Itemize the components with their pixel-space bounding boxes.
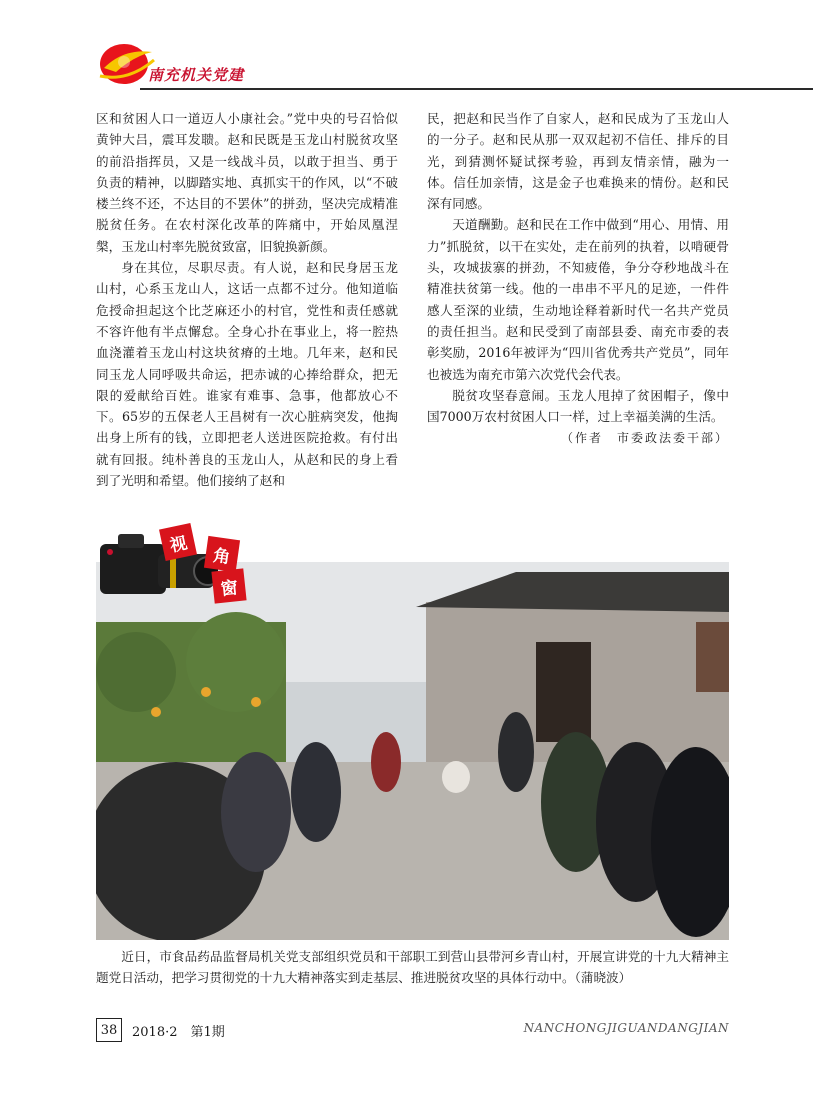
paragraph: 民，把赵和民当作了自家人，赵和民成为了玉龙山人的一分子。赵和民从那一双双起初不信任、排斥的目光，到猜测怀疑试探考验，再到友情亲情，融为一体。信任加亲情，这是金子也难换来的情份。赵和民深有同感。 bbox=[427, 111, 729, 212]
page-header bbox=[0, 0, 813, 92]
journal-name: NANCHONGJIGUANDANGJIAN bbox=[523, 1021, 729, 1035]
village-meeting-photo bbox=[96, 562, 729, 940]
paragraph: 脱贫攻坚春意闹。玉龙人甩掉了贫困帽子，像中国7000万农村贫困人口一样，过上幸福美满的生活。 bbox=[427, 387, 729, 425]
article-left-column bbox=[96, 108, 398, 491]
photo-caption bbox=[96, 946, 729, 988]
badge-jiao: 角 bbox=[204, 536, 240, 572]
header-rule bbox=[140, 88, 813, 90]
issue-label: 2018·2 第1期 bbox=[132, 1025, 225, 1040]
news-photo bbox=[96, 562, 729, 940]
page-number: 38 bbox=[96, 1018, 122, 1042]
page-footer bbox=[96, 1018, 729, 1042]
badge-shi: 视 bbox=[159, 523, 197, 561]
author-credit: （作者 市委政法委干部） bbox=[560, 431, 729, 446]
paragraph: 区和贫困人口一道迈人小康社会。”党中央的号召恰似黄钟大吕，震耳发聩。赵和民既是玉龙山村脱贫攻坚的前沿指挥员，又是一线战斗员，以敢于担当、勇于负责的精神，以脚踏实地、真抓实干的作风，以“不破楼兰终不还，不达目的不罢休”的拼劲，坚决完成精准脱贫任务。在农村深化改革的阵痛中，开始凤凰涅槃，玉龙山村率先脱贫致富，旧貌换新颜。 bbox=[96, 111, 398, 254]
article-right-column bbox=[427, 108, 729, 450]
camera-icon bbox=[98, 530, 218, 600]
paragraph: 身在其位，尽职尽责。有人说，赵和民身居玉龙山村，心系玉龙山人，这话一点都不过分。他知道临危授命担起这个比芝麻还小的村官，党性和责任感就不容许他有半点懈怠。全身心扑在事业上，将一腔热血浇灌着玉龙山村这块贫瘠的土地。几年来，赵和民同玉龙人同呼吸共命运，把赤诚的心捧给群众，把无限的爱献给百姓。谁家有难事、急事，他都放心不下。65岁的五保老人王昌树有一次心脏病突发，他掏出身上所有的钱，立即把老人送进医院抢救。有付出就有回报。纯朴善良的玉龙山人，从赵和民的身上看到了光明和希望。他们接纳了赵和 bbox=[96, 260, 398, 489]
paragraph: 天道酬勤。赵和民在工作中做到“用心、用情、用力”抓脱贫，以干在实处，走在前列的执着，以啃硬骨头，攻城拔寨的拼劲，不知疲倦，争分夺秒地战斗在精准扶贫第一线。他的一串串不平凡的足迹，一件件感人至深的业绩，生动地诠释着新时代一名共产党员的责任担当。赵和民受到了南部县委、南充市委的表彰奖励，2016年被评为“四川省优秀共产党员”，同年也被选为南充市第六次党代会代表。 bbox=[427, 217, 729, 382]
brand-title: 南充机关党建 bbox=[148, 66, 245, 84]
badge-chuang: 窗 bbox=[211, 568, 246, 603]
caption-text: 近日，市食品药品监督局机关党支部组织党员和干部职工到营山县带河乡青山村，开展宣讲党的十九大精神主题党日活动，把学习贯彻党的十九大精神落实到走基层、推进脱贫攻坚的具体行动中。（蒲晓波） bbox=[96, 949, 729, 985]
